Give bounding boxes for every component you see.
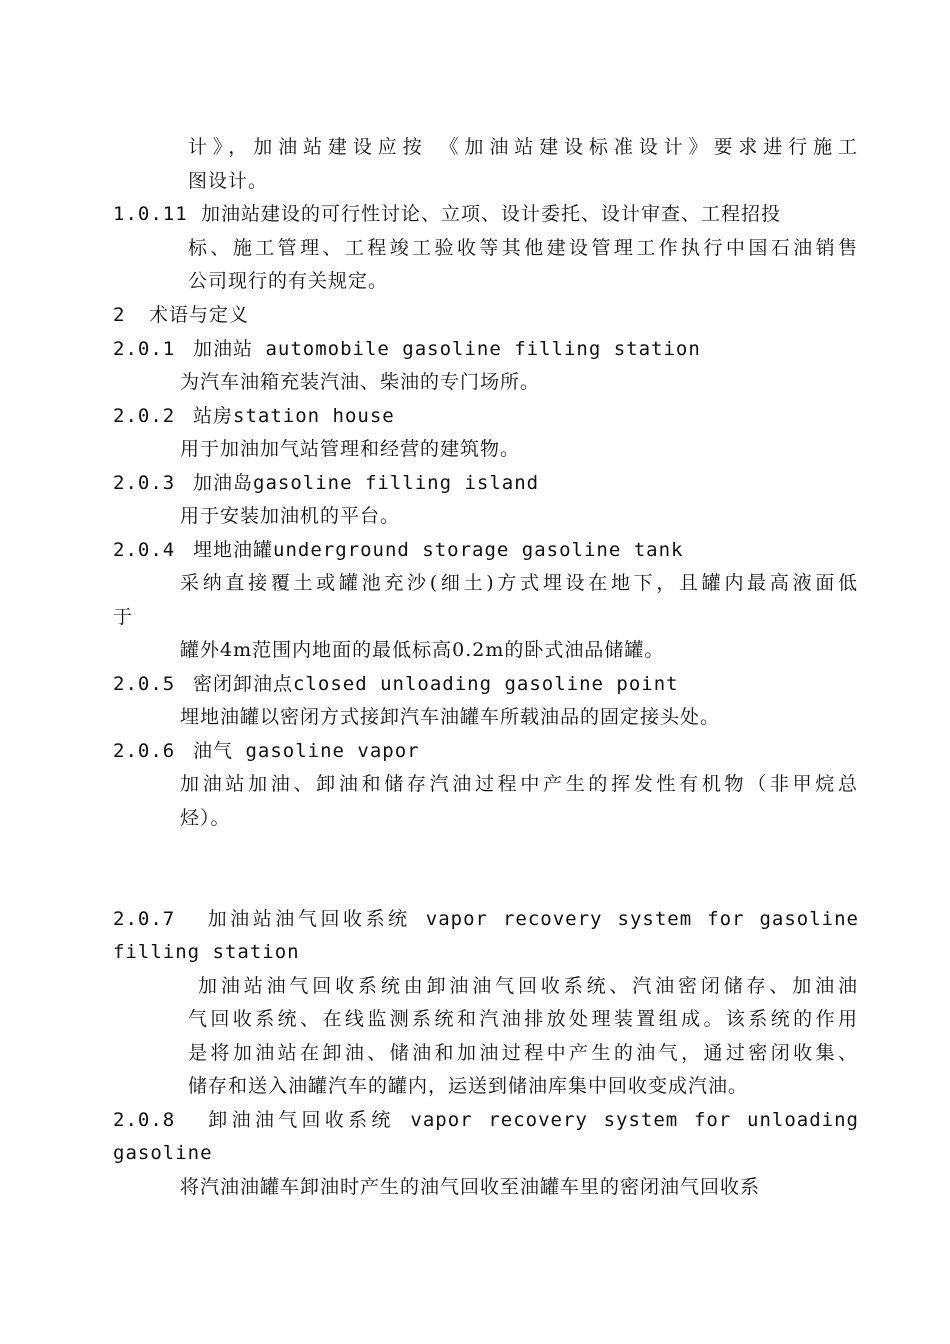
term-number: 2.0.7	[113, 908, 176, 930]
term-title: 站房station house	[193, 405, 395, 427]
term-number: 2.0.8	[113, 1109, 176, 1131]
term-title: 加油站 automobile gasoline filling station	[193, 338, 701, 360]
term-heading	[113, 404, 395, 428]
term-definition: 加油站油气回收系统由卸油油气回收系统、汽油密闭储存、加油油	[198, 975, 858, 997]
term-definition: 罐外4m范围内地面的最低标高0.2m的卧式油品储罐。	[180, 639, 665, 661]
term-heading	[113, 1108, 859, 1132]
term-definition: 加油站加油、卸油和储存汽油过程中产生的挥发性有机物（非甲烷总	[180, 773, 858, 795]
term-definition: 是将加油站在卸油、储油和加油过程中产生的油气，通过密闭收集、	[188, 1042, 858, 1064]
term-title: 密闭卸油点closed unloading gasoline point	[193, 673, 679, 695]
term-heading	[113, 739, 420, 763]
term-heading	[113, 907, 859, 931]
term-number: 2.0.6	[113, 740, 176, 762]
term-definition: 储存和送入油罐汽车的罐内，运送到储油库集中回收变成汽油。	[188, 1075, 749, 1097]
term-definition: 气回收系统、在线监测系统和汽油排放处理装置组成。该系统的作用	[188, 1008, 858, 1030]
term-definition: 用于加油加气站管理和经营的建筑物。	[180, 438, 521, 460]
term-heading	[113, 471, 539, 495]
clause-number: 1.0.11	[113, 203, 188, 225]
term-title: 加油站油气回收系统 vapor recovery system for gasoline	[205, 908, 859, 930]
clause-line	[113, 202, 859, 226]
term-definition: 用于安装加油机的平台。	[180, 505, 401, 527]
term-heading	[113, 672, 679, 696]
text-line: 公司现行的有关规定。	[188, 270, 389, 292]
term-heading	[113, 538, 684, 562]
term-definition: 将汽油油罐车卸油时产生的油气回收至油罐车里的密闭油气回收系	[180, 1176, 761, 1198]
term-number: 2.0.4	[113, 539, 176, 561]
term-definition: 埋地油罐以密闭方式接卸汽车油罐车所载油品的固定接头处。	[180, 706, 721, 728]
term-definition: 采纳直接覆土或罐池充沙(细土)方式埋设在地下，且罐内最高液面低	[180, 572, 858, 594]
text-line: 图设计。	[188, 170, 269, 192]
term-definition: 于	[113, 606, 134, 628]
term-title: 埋地油罐underground storage gasoline tank	[193, 539, 684, 561]
term-number: 2.0.3	[113, 472, 176, 494]
section-title: 术语与定义	[149, 304, 250, 326]
text-line: 计》，加油站建设应按 《加油站建设标准设计》要求进行施工	[188, 136, 858, 158]
term-title: 卸油油气回收系统 vapor recovery system for unloading	[205, 1109, 859, 1131]
term-number: 2.0.5	[113, 673, 176, 695]
term-number: 2.0.2	[113, 405, 176, 427]
term-title: 加油岛gasoline filling island	[193, 472, 540, 494]
section-number: 2	[113, 304, 126, 326]
term-number: 2.0.1	[113, 338, 176, 360]
term-title-continued: gasoline	[113, 1142, 213, 1164]
term-title-continued: filling station	[113, 941, 300, 963]
section-heading	[113, 303, 249, 327]
term-definition: 为汽车油箱充装汽油、柴油的专门场所。	[180, 371, 541, 393]
clause-text: 加油站建设的可行性讨论、立项、设计委托、设计审查、工程招投	[201, 203, 782, 225]
term-definition: 烃）。	[180, 807, 231, 829]
term-heading	[113, 337, 701, 361]
text-line: 标、施工管理、工程竣工验收等其他建设管理工作执行中国石油销售	[188, 237, 858, 259]
term-title: 油气 gasoline vapor	[193, 740, 420, 762]
